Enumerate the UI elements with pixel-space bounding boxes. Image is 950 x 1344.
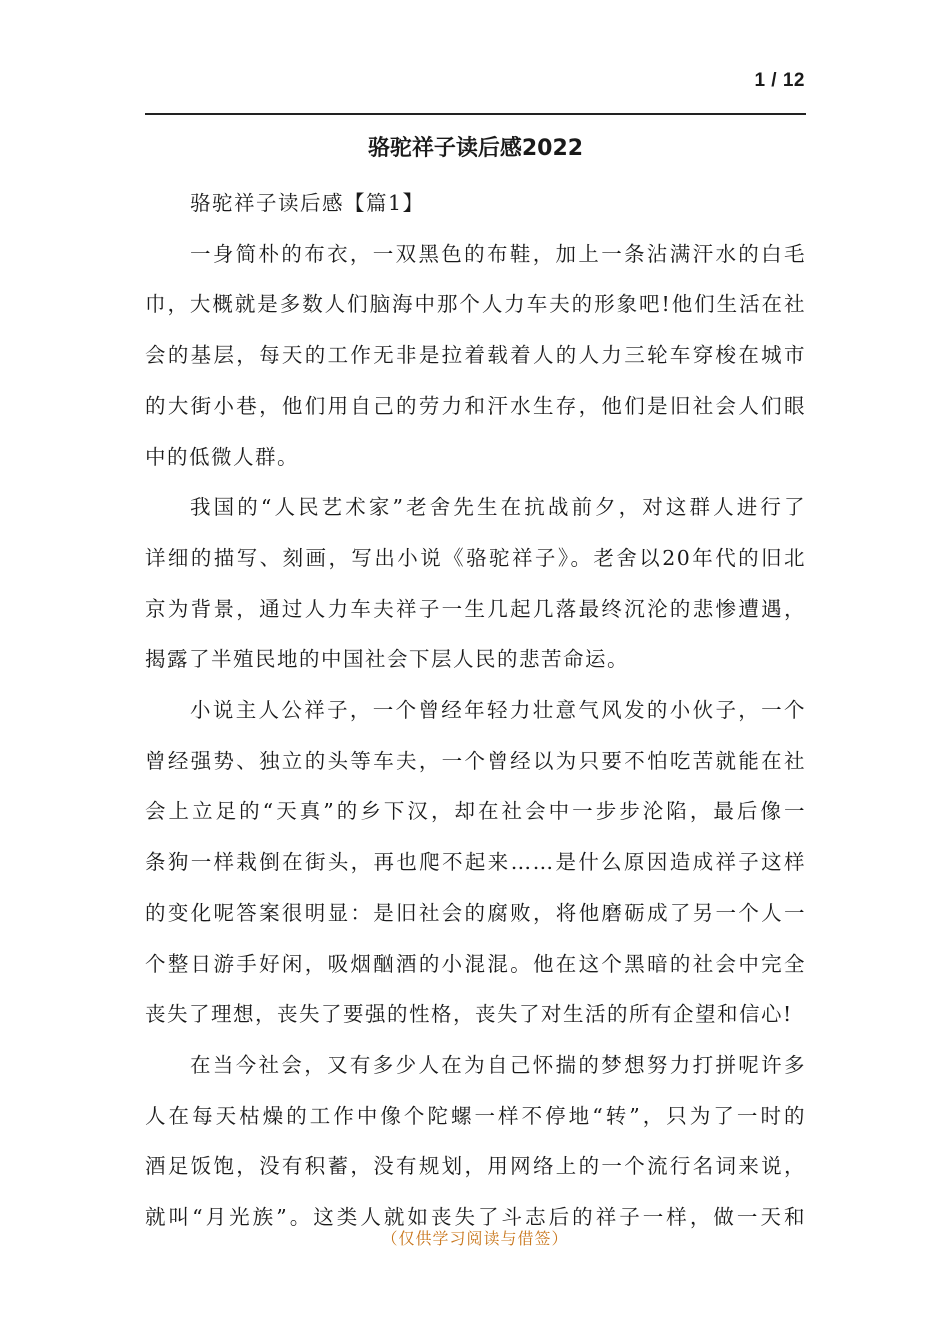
text-line: 曾经强势、独立的头等车夫，一个曾经以为只要不怕吃苦就能在社 <box>145 748 806 773</box>
footer-disclaimer: （仅供学习阅读与借签） <box>381 1229 569 1248</box>
text-line: 详细的描写、刻画，写出小说《骆驼祥子》。老舍以20年代的旧北 <box>145 545 806 570</box>
page-number: 1 / 12 <box>754 70 805 91</box>
document-body <box>145 178 806 1243</box>
text-line: 巾，大概就是多数人们脑海中那个人力车夫的形象吧!他们生活在社 <box>145 292 806 317</box>
text-line: 中的低微人群。 <box>145 444 299 469</box>
text-line: 个整日游手好闲，吸烟酗酒的小混混。他在这个黑暗的社会中完全 <box>145 951 806 976</box>
header-divider <box>145 113 806 115</box>
text-line: 在当今社会，又有多少人在为自己怀揣的梦想努力打拼呢许多 <box>190 1052 806 1077</box>
paragraph <box>145 482 806 685</box>
paragraph <box>145 229 806 483</box>
text-line: 骆驼祥子读后感【篇1】 <box>190 191 425 215</box>
text-line: 的大街小巷，他们用自己的劳力和汗水生存，他们是旧社会人们眼 <box>145 393 806 418</box>
text-line: 就叫“月光族”。这类人就如丧失了斗志后的祥子一样，做一天和 <box>145 1205 806 1230</box>
paragraph <box>145 685 806 1040</box>
text-line: 会上立足的“天真”的乡下汉，却在社会中一步步沦陷，最后像一 <box>145 799 806 824</box>
paragraph-section-heading <box>145 178 806 229</box>
text-line: 一身简朴的布衣，一双黑色的布鞋，加上一条沾满汗水的白毛 <box>190 241 806 266</box>
text-line: 丧失了理想，丧失了要强的性格，丧失了对生活的所有企望和信心! <box>145 1002 793 1027</box>
text-line: 酒足饭饱，没有积蓄，没有规划，用网络上的一个流行名词来说， <box>145 1154 806 1179</box>
text-line: 京为背景，通过人力车夫祥子一生几起几落最终沉沦的悲惨遭遇， <box>145 596 806 621</box>
text-line: 的变化呢答案很明显：是旧社会的腐败，将他磨砺成了另一个人一 <box>145 900 806 925</box>
text-line: 会的基层，每天的工作无非是拉着载着人的人力三轮车穿梭在城市 <box>145 343 806 368</box>
text-line: 小说主人公祥子，一个曾经年轻力壮意气风发的小伙子，一个 <box>190 698 806 723</box>
text-line: 条狗一样栽倒在街头，再也爬不起来……是什么原因造成祥子这样 <box>145 850 806 875</box>
text-line: 人在每天枯燥的工作中像个陀螺一样不停地“转”，只为了一时的 <box>145 1103 806 1128</box>
document-title: 骆驼祥子读后感2022 <box>367 136 584 161</box>
text-line: 揭露了半殖民地的中国社会下层人民的悲苦命运。 <box>145 647 629 672</box>
paragraph <box>145 1040 806 1243</box>
text-line: 我国的“人民艺术家”老舍先生在抗战前夕，对这群人进行了 <box>190 495 806 520</box>
